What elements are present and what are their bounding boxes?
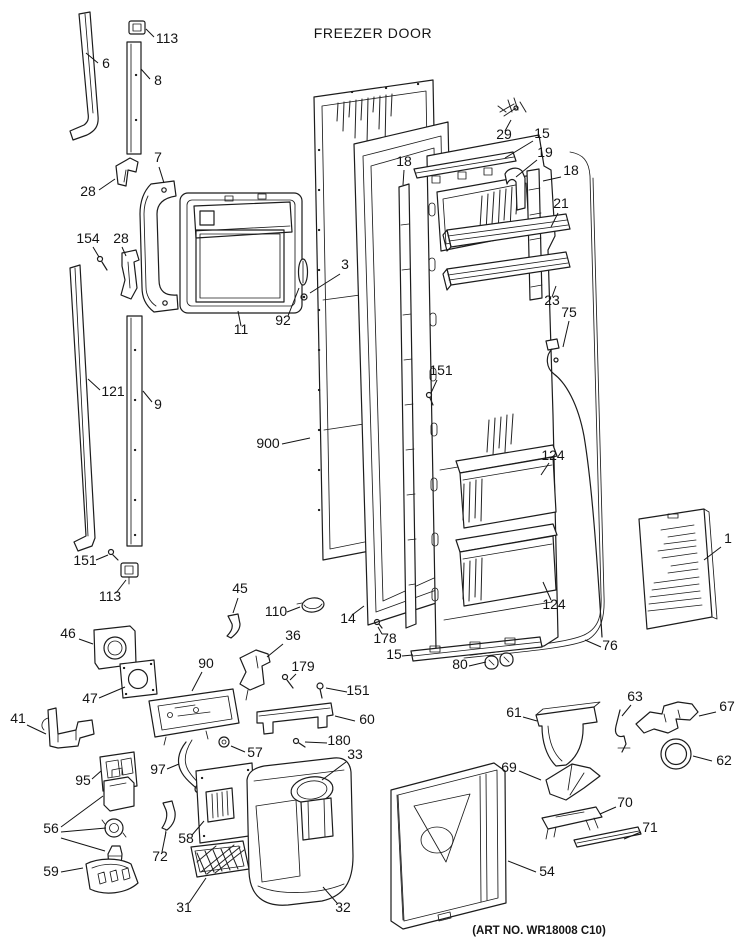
part-113-clip-bottom [121, 563, 138, 584]
part-61-ice-chute [536, 702, 600, 766]
part-154-screw [98, 257, 108, 271]
part-63-hook [615, 710, 630, 752]
art-number: (ART NO. WR18008 C10) [472, 925, 606, 937]
part-151-screw-right [317, 683, 323, 698]
part-180-screw [294, 739, 306, 748]
leader-line-63 [622, 705, 631, 716]
part-6-trim-strip [70, 12, 98, 140]
part-label-59: 59 [43, 863, 59, 879]
part-label-21: 21 [553, 195, 569, 211]
part-11-inner-panel [180, 193, 302, 313]
part-47-bezel [120, 660, 157, 698]
part-110-knob [297, 597, 325, 614]
part-label-95: 95 [75, 772, 91, 788]
leader-line-7 [159, 167, 164, 183]
part-72-clip [162, 801, 175, 838]
leader-line-70 [600, 807, 616, 814]
part-41-lever [42, 708, 94, 748]
leader-line-151 [96, 555, 108, 560]
part-label-67: 67 [719, 698, 735, 714]
leader-line-113 [146, 29, 154, 37]
leader-line-151 [326, 688, 347, 692]
part-label-70: 70 [617, 794, 633, 810]
leader-line-154 [93, 247, 99, 257]
part-label-54: 54 [539, 863, 555, 879]
leader-line-80 [469, 662, 486, 666]
part-label-28: 28 [80, 183, 96, 199]
part-label-1: 1 [724, 530, 732, 546]
part-label-178: 178 [373, 630, 397, 646]
part-label-3: 3 [341, 256, 349, 272]
part-label-8: 8 [154, 72, 162, 88]
leader-line-9 [143, 391, 152, 402]
part-151-screw-left [109, 550, 119, 561]
part-label-121: 121 [101, 383, 125, 399]
part-label-60: 60 [359, 711, 375, 727]
leader-line-179 [290, 674, 296, 680]
part-label-56: 56 [43, 820, 59, 836]
part-label-15: 15 [386, 646, 402, 662]
leader-line-121 [88, 379, 100, 390]
leader-line-61 [523, 717, 537, 721]
part-92-plug [299, 259, 308, 285]
part-label-15: 15 [534, 125, 550, 141]
part-90-control-board [149, 689, 239, 745]
part-label-31: 31 [176, 899, 192, 915]
part-label-92: 92 [275, 312, 291, 328]
part-label-32: 32 [335, 899, 351, 915]
part-label-97: 97 [150, 761, 166, 777]
leader-line-56 [61, 838, 105, 851]
leader-line-67 [699, 712, 716, 716]
part-31-drip-grate [191, 841, 249, 877]
part-179-screw [283, 675, 294, 689]
part-9-trim-strip [127, 316, 142, 546]
part-60-trim-channel [257, 703, 333, 734]
part-label-110: 110 [264, 603, 288, 619]
part-label-47: 47 [82, 690, 98, 706]
part-label-6: 6 [102, 55, 110, 71]
part-label-29: 29 [496, 126, 512, 142]
part-69-deflector [546, 764, 600, 800]
leader-line-76 [585, 640, 601, 647]
part-label-19: 19 [537, 144, 553, 160]
part-label-61: 61 [506, 704, 522, 720]
part-label-179: 179 [291, 658, 315, 674]
part-62-seal-ring [661, 739, 691, 769]
part-57-grommet [219, 737, 229, 747]
part-29-lubricant [498, 98, 526, 116]
leader-line-46 [79, 639, 93, 644]
diagram-title: FREEZER DOOR [313, 25, 433, 41]
part-label-28: 28 [113, 230, 129, 246]
leader-line-95 [92, 771, 101, 779]
part-label-71: 71 [642, 819, 658, 835]
part-label-18: 18 [563, 162, 579, 178]
part-121-trim-strip [70, 265, 95, 551]
part-70-bracket [542, 807, 602, 839]
part-28-bracket-top [116, 158, 138, 186]
part-label-57: 57 [247, 744, 263, 760]
part-label-14: 14 [340, 610, 356, 626]
part-label-7: 7 [154, 149, 162, 165]
part-label-75: 75 [561, 304, 577, 320]
part-54-recess-panel [391, 763, 506, 929]
leader-line-59 [61, 868, 83, 872]
part-label-154: 154 [76, 230, 100, 246]
part-32-dispenser-housing [247, 758, 353, 905]
part-7-door-handle [140, 181, 178, 312]
leader-line-57 [231, 746, 245, 752]
leader-line-56 [61, 796, 103, 827]
part-28-bracket-bottom [121, 250, 139, 299]
leader-line-69 [519, 771, 541, 780]
part-label-11: 11 [233, 321, 249, 337]
leader-line-110 [287, 607, 300, 612]
part-label-9: 9 [154, 396, 162, 412]
part-label-113: 113 [155, 30, 179, 46]
part-label-18: 18 [396, 153, 412, 169]
part-71-bar [574, 827, 641, 847]
part-36-solenoid-bracket [240, 650, 270, 700]
leader-line-60 [335, 716, 355, 721]
leader-line-97 [167, 764, 179, 769]
leader-line-900 [282, 438, 310, 444]
part-label-72: 72 [152, 848, 168, 864]
leader-line-56 [61, 828, 106, 832]
part-label-45: 45 [232, 580, 248, 596]
part-label-151: 151 [73, 552, 97, 568]
leader-line-28 [99, 179, 115, 190]
leader-line-180 [305, 742, 327, 743]
part-45-clip [227, 614, 240, 638]
part-label-41: 41 [10, 710, 26, 726]
leader-line-36 [267, 644, 283, 657]
leader-line-47 [99, 687, 125, 698]
leader-line-54 [508, 861, 536, 872]
part-8-trim-strip [127, 42, 141, 154]
leader-line-8 [141, 69, 150, 79]
part-label-63: 63 [627, 688, 643, 704]
leader-line-75 [563, 321, 569, 347]
part-113-clip-top [129, 21, 145, 34]
part-label-900: 900 [256, 435, 280, 451]
leader-line-90 [192, 672, 202, 691]
leader-line-62 [693, 756, 712, 761]
part-label-76: 76 [602, 637, 618, 653]
part-67-bracket [636, 702, 698, 733]
part-label-124: 124 [541, 447, 565, 463]
part-label-58: 58 [178, 830, 194, 846]
part-label-62: 62 [716, 752, 732, 768]
part-label-151: 151 [429, 362, 453, 378]
part-label-46: 46 [60, 625, 76, 641]
leader-line-45 [233, 598, 238, 613]
part-label-124: 124 [542, 596, 566, 612]
part-1-label-card [639, 509, 717, 629]
part-label-113: 113 [98, 588, 122, 604]
part-label-151: 151 [346, 682, 370, 698]
part-label-33: 33 [347, 746, 363, 762]
leader-line-15 [402, 655, 413, 656]
part-label-80: 80 [452, 656, 468, 672]
part-59-drip-tray [86, 859, 138, 893]
part-label-69: 69 [501, 759, 517, 775]
part-label-90: 90 [198, 655, 214, 671]
part-label-180: 180 [327, 732, 351, 748]
part-label-36: 36 [285, 627, 301, 643]
part-label-23: 23 [544, 292, 560, 308]
